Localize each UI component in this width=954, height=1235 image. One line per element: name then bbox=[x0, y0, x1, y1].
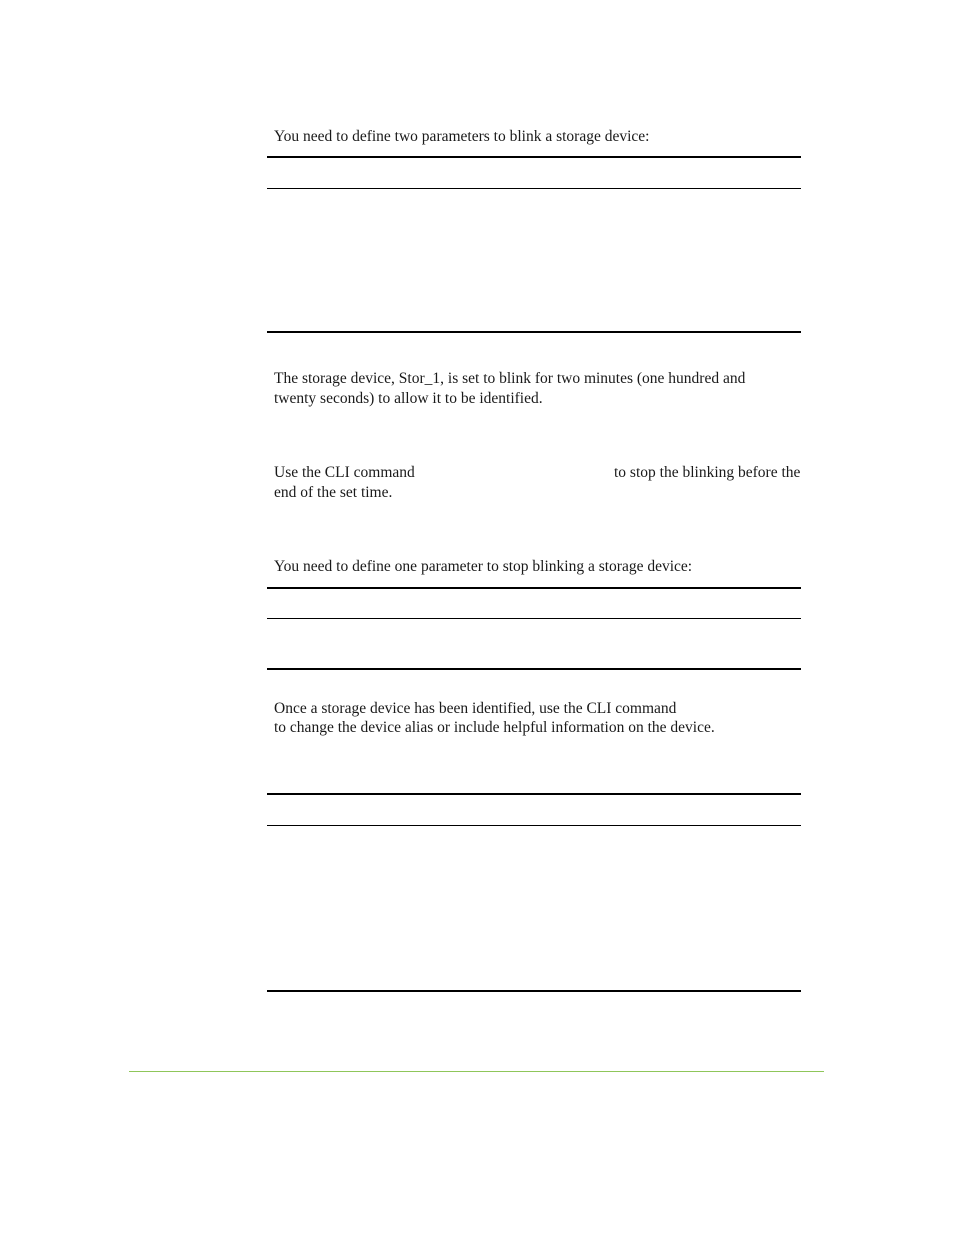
table-header-rule bbox=[267, 825, 801, 826]
example-text-line-1: The storage device, Stor_1, is set to blink for two minutes (one hundred and bbox=[274, 370, 746, 387]
table-bottom-rule bbox=[267, 331, 801, 333]
table-header-rule bbox=[267, 618, 801, 619]
rename-text-line-2: to change the device alias or include helpful information on the device. bbox=[274, 719, 715, 736]
example-text-line-2: twenty seconds) to allow it to be identified. bbox=[274, 390, 543, 407]
table-bottom-rule bbox=[267, 668, 801, 670]
stop-text-start: Use the CLI command bbox=[274, 464, 415, 481]
stop-text-end: to stop the blinking before the bbox=[614, 464, 801, 481]
table-top-rule bbox=[267, 156, 801, 158]
footer-divider bbox=[129, 1071, 824, 1072]
stop-text-line-2: end of the set time. bbox=[274, 484, 393, 501]
rename-text-line-1: Once a storage device has been identified, use the CLI command bbox=[274, 700, 677, 717]
table-bottom-rule bbox=[267, 990, 801, 992]
table-header-rule bbox=[267, 188, 801, 189]
table-top-rule bbox=[267, 587, 801, 589]
table-top-rule bbox=[267, 793, 801, 795]
blink-intro-text: You need to define two parameters to blink a storage device: bbox=[274, 128, 650, 145]
stop-intro-text: You need to define one parameter to stop blinking a storage device: bbox=[274, 558, 693, 575]
